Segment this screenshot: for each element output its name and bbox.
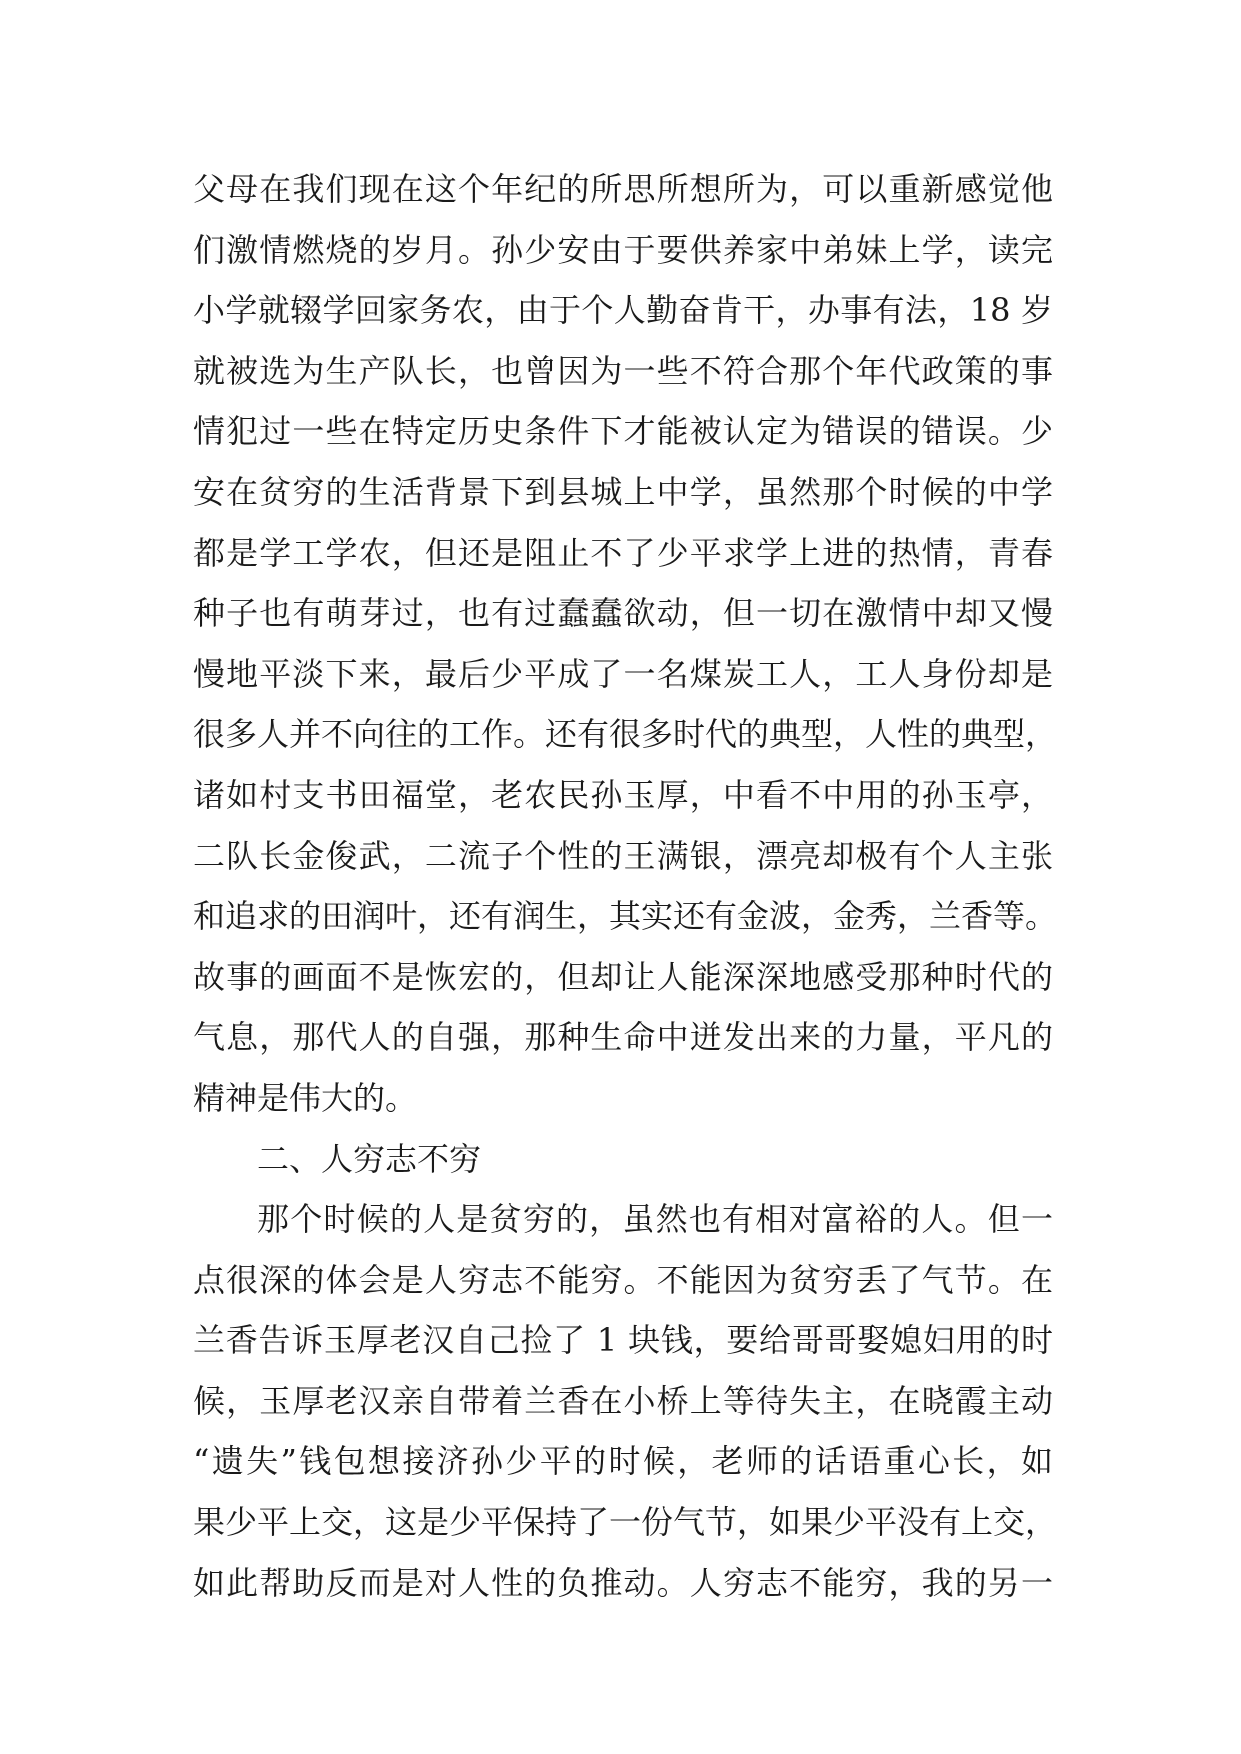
text-line: 故事的画面不是恢宏的，但却让人能深深地感受那种时代的 (193, 957, 1053, 996)
text-line: 二队长金俊武，二流子个性的王满银，漂亮却极有个人主张 (193, 836, 1053, 875)
text-line: 父母在我们现在这个年纪的所思所想所为，可以重新感觉他 (193, 170, 1053, 208)
text-line: 诸如村支书田福堂，老农民孙玉厚，中看不中用的孙玉亭， (193, 775, 1053, 814)
text-line: 如此帮助反而是对人性的负推动。人穷志不能穷，我的另一 (193, 1563, 1053, 1602)
text-line: 慢地平淡下来，最后少平成了一名煤炭工人，工人身份却是 (193, 654, 1053, 693)
text-line: 气息，那代人的自强，那种生命中迸发出来的力量，平凡的 (193, 1018, 1053, 1057)
text-line: 果少平上交，这是少平保持了一份气节，如果少平没有上交， (193, 1503, 1058, 1542)
text-line: 小学就辍学回家务农，由于个人勤奋肯干，办事有法，18 岁 (193, 291, 1053, 330)
text-line: 那个时候的人是贫穷的，虽然也有相对富裕的人。但一 (257, 1200, 1053, 1239)
paragraph-1 (193, 159, 1058, 1129)
text-line: 种子也有萌芽过，也有过蠢蠢欲动，但一切在激情中却又慢 (193, 594, 1053, 633)
text-line: 情犯过一些在特定历史条件下才能被认定为错误的错误。少 (193, 412, 1053, 451)
document-body (193, 159, 1058, 1613)
text-line: 和追求的田润叶，还有润生，其实还有金波，金秀，兰香等。 (193, 897, 1058, 936)
paragraph-2 (193, 1189, 1058, 1613)
text-line: 兰香告诉玉厚老汉自己捡了 1 块钱，要给哥哥娶媳妇用的时 (193, 1321, 1053, 1360)
text-line: 点很深的体会是人穷志不能穷。不能因为贫穷丢了气节。在 (193, 1260, 1053, 1299)
text-line: 都是学工学农，但还是阻止不了少平求学上进的热情，青春 (193, 533, 1053, 572)
text-line: “遗失”钱包想接济孙少平的时候，老师的话语重心长，如 (193, 1442, 1053, 1481)
section-heading: 二、人穷志不穷 (257, 1139, 482, 1178)
text-line: 安在贫穷的生活背景下到县城上中学，虽然那个时候的中学 (193, 472, 1053, 511)
text-line: 候，玉厚老汉亲自带着兰香在小桥上等待失主，在晓霞主动 (193, 1381, 1053, 1420)
text-line: 精神是伟大的。 (193, 1078, 418, 1117)
text-line: 就被选为生产队长，也曾因为一些不符合那个年代政策的事 (193, 351, 1053, 390)
text-line: 们激情燃烧的岁月。孙少安由于要供养家中弟妹上学，读完 (193, 230, 1053, 269)
text-line: 很多人并不向往的工作。还有很多时代的典型，人性的典型， (193, 715, 1058, 754)
